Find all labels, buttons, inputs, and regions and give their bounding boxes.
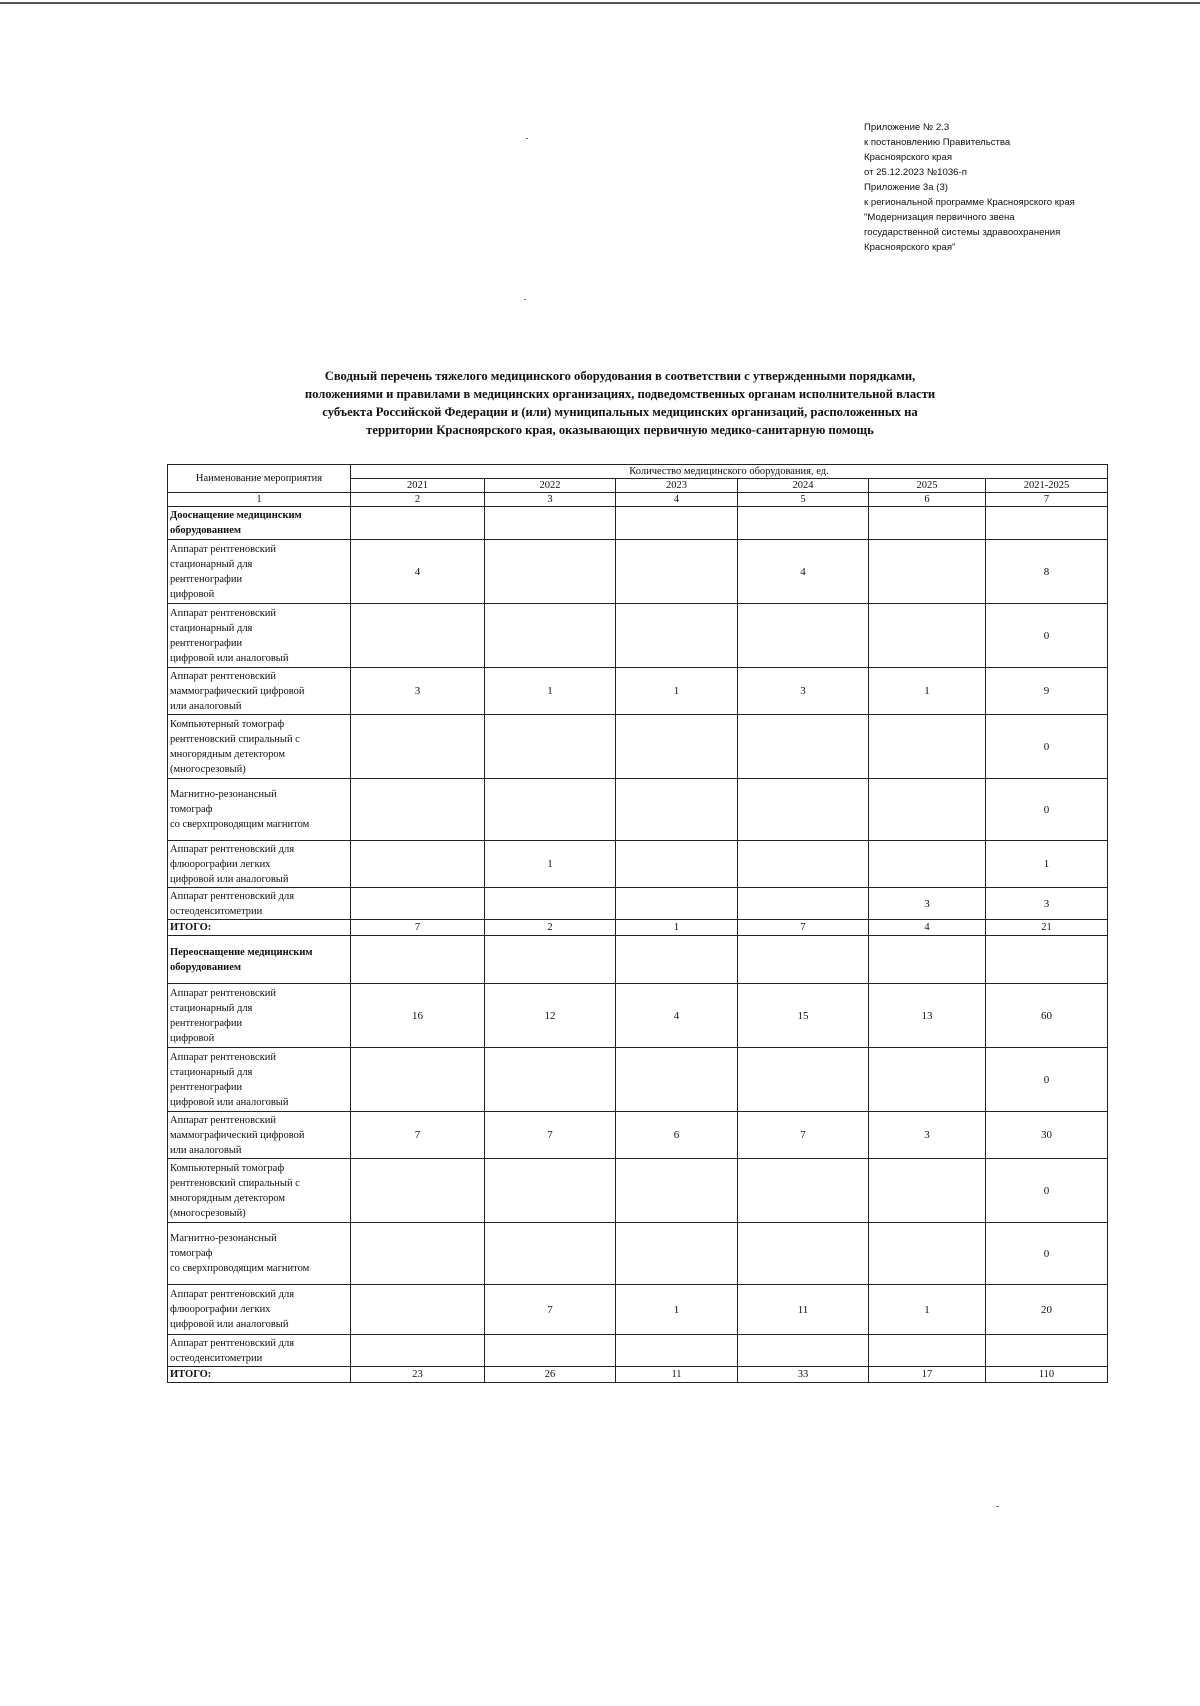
cell-2023 [616, 715, 738, 779]
scan-speck [524, 299, 526, 300]
header-year: 2022 [485, 479, 616, 493]
row-name: Аппарат рентгеновский для флюорографии легких цифровой или аналоговый [168, 841, 351, 888]
cell-2023 [616, 540, 738, 604]
cell-total: 0 [986, 779, 1108, 841]
table-row [168, 888, 1108, 920]
column-number: 7 [986, 493, 1108, 507]
appendix-line: государственной системы здравоохранения [864, 227, 1061, 238]
cell-total: 3 [986, 888, 1108, 920]
table-row [168, 715, 1108, 779]
cell-total: 60 [986, 984, 1108, 1048]
cell-2025: 1 [869, 1285, 986, 1335]
cell-2025: 3 [869, 888, 986, 920]
table-row [168, 1159, 1108, 1223]
cell-2024 [738, 1048, 869, 1112]
table-row [168, 1223, 1108, 1285]
header-group: Количество медицинского оборудования, ед. [351, 465, 1108, 479]
cell-total: 8 [986, 540, 1108, 604]
cell-2021 [351, 779, 485, 841]
cell-2021 [351, 715, 485, 779]
total-2025: 4 [869, 920, 986, 936]
row-name: Магнитно-резонансный томограф со сверхпроводящим магнитом [168, 1223, 351, 1285]
cell-total: 20 [986, 1285, 1108, 1335]
cell-2023: 1 [616, 668, 738, 715]
cell-2022: 1 [485, 668, 616, 715]
row-name: Аппарат рентгеновский для флюорографии легких цифровой или аналоговый [168, 1285, 351, 1335]
cell-2025: 13 [869, 984, 986, 1048]
cell-2021 [351, 888, 485, 920]
cell-2023 [616, 779, 738, 841]
cell-2021: 3 [351, 668, 485, 715]
cell-2022: 1 [485, 841, 616, 888]
row-name: Аппарат рентгеновский стационарный для рентгенографии цифровой или аналоговый [168, 1048, 351, 1112]
cell-2024 [738, 1159, 869, 1223]
appendix-note [864, 120, 1184, 255]
cell-2022 [485, 604, 616, 668]
cell-2025 [869, 1048, 986, 1112]
cell-2023: 4 [616, 984, 738, 1048]
scan-speck [526, 138, 528, 139]
appendix-line: Красноярского края" [864, 242, 956, 253]
table-row [168, 779, 1108, 841]
cell-2024 [738, 604, 869, 668]
cell-2022 [485, 1335, 616, 1367]
appendix-line: Красноярского края [864, 152, 953, 163]
cell-2021 [351, 604, 485, 668]
cell-2025 [869, 604, 986, 668]
header-year: 2021 [351, 479, 485, 493]
row-name: Аппарат рентгеновский маммографический цифровой или аналоговый [168, 668, 351, 715]
total-label: ИТОГО: [168, 920, 351, 936]
appendix-line: от 25.12.2023 №1036-п [864, 167, 967, 178]
column-number: 1 [168, 493, 351, 507]
column-number: 6 [869, 493, 986, 507]
cell-2025 [869, 1159, 986, 1223]
cell-2023 [616, 1223, 738, 1285]
total-2024: 33 [738, 1367, 869, 1383]
table-row [168, 841, 1108, 888]
cell-2021: 16 [351, 984, 485, 1048]
table-row [168, 1112, 1108, 1159]
total-2023: 1 [616, 920, 738, 936]
table-row [168, 604, 1108, 668]
row-name: Компьютерный томограф рентгеновский спиральный с многорядным детектором (многосрезовый) [168, 1159, 351, 1223]
table-row [168, 984, 1108, 1048]
total-2022: 2 [485, 920, 616, 936]
cell-2022: 7 [485, 1285, 616, 1335]
cell-2025 [869, 841, 986, 888]
total-label: ИТОГО: [168, 1367, 351, 1383]
cell-2022 [485, 540, 616, 604]
cell-total: 0 [986, 1159, 1108, 1223]
cell-2025 [869, 1223, 986, 1285]
title-line: положениями и правилами в медицинских организациях, подведомственных органам исполнительной власти [304, 387, 936, 401]
row-name: Аппарат рентгеновский стационарный для рентгенографии цифровой [168, 540, 351, 604]
cell-2021 [351, 1335, 485, 1367]
row-name: Аппарат рентгеновский для остеоденситометрии [168, 888, 351, 920]
cell-2023 [616, 1159, 738, 1223]
row-name: Магнитно-резонансный томограф со сверхпроводящим магнитом [168, 779, 351, 841]
cell-2022 [485, 1223, 616, 1285]
row-name: Аппарат рентгеновский маммографический цифровой или аналоговый [168, 1112, 351, 1159]
header-name: Наименование мероприятия [168, 465, 351, 493]
cell-2025 [869, 779, 986, 841]
cell-2023 [616, 888, 738, 920]
cell-2021: 7 [351, 1112, 485, 1159]
appendix-line: к постановлению Правительства [864, 137, 1011, 148]
row-name: Компьютерный томограф рентгеновский спиральный с многорядным детектором (многосрезовый) [168, 715, 351, 779]
title-line: Сводный перечень тяжелого медицинского оборудования в соответствии с утвержденными порядками, [324, 369, 916, 383]
table-row [168, 1048, 1108, 1112]
cell-2024 [738, 1223, 869, 1285]
total-row [168, 1367, 1108, 1383]
cell-total: 0 [986, 1048, 1108, 1112]
column-number: 4 [616, 493, 738, 507]
cell-2024: 11 [738, 1285, 869, 1335]
column-number: 3 [485, 493, 616, 507]
appendix-line: "Модернизация первичного звена [864, 212, 1015, 223]
cell-2023 [616, 841, 738, 888]
appendix-line: Приложение 3а (3) [864, 182, 948, 193]
cell-2024: 3 [738, 668, 869, 715]
cell-total: 30 [986, 1112, 1108, 1159]
cell-total: 1 [986, 841, 1108, 888]
total-2022: 26 [485, 1367, 616, 1383]
cell-2025 [869, 715, 986, 779]
total-2021: 7 [351, 920, 485, 936]
total-2021: 23 [351, 1367, 485, 1383]
column-number: 2 [351, 493, 485, 507]
header-year: 2025 [869, 479, 986, 493]
cell-2022 [485, 888, 616, 920]
cell-2023: 1 [616, 1285, 738, 1335]
cell-total [986, 1335, 1108, 1367]
total-row [168, 920, 1108, 936]
title-line: субъекта Российской Федерации и (или) муниципальных медицинских организаций, расположенных на [322, 405, 918, 419]
document-title [240, 367, 1000, 439]
appendix-line: к региональной программе Красноярского края [864, 197, 1075, 208]
cell-total: 9 [986, 668, 1108, 715]
row-name: Аппарат рентгеновский стационарный для рентгенографии цифровой [168, 984, 351, 1048]
cell-2022: 12 [485, 984, 616, 1048]
cell-2025 [869, 1335, 986, 1367]
cell-total: 0 [986, 604, 1108, 668]
cell-2024 [738, 779, 869, 841]
cell-2024 [738, 841, 869, 888]
cell-2022 [485, 1159, 616, 1223]
cell-2024: 15 [738, 984, 869, 1048]
cell-total: 0 [986, 1223, 1108, 1285]
title-line: территории Красноярского края, оказывающих первичную медико-санитарную помощь [366, 423, 874, 437]
total-2024: 7 [738, 920, 869, 936]
cell-2022 [485, 1048, 616, 1112]
cell-2024: 4 [738, 540, 869, 604]
total-all: 21 [986, 920, 1108, 936]
table-row [168, 540, 1108, 604]
cell-2023 [616, 604, 738, 668]
cell-2025: 1 [869, 668, 986, 715]
cell-2025 [869, 540, 986, 604]
cell-2023 [616, 1048, 738, 1112]
cell-2022 [485, 715, 616, 779]
cell-2023 [616, 1335, 738, 1367]
cell-2022 [485, 779, 616, 841]
cell-2024: 7 [738, 1112, 869, 1159]
cell-2021 [351, 1159, 485, 1223]
cell-2023: 6 [616, 1112, 738, 1159]
cell-2021 [351, 1048, 485, 1112]
cell-2024 [738, 715, 869, 779]
cell-2022: 7 [485, 1112, 616, 1159]
cell-total: 0 [986, 715, 1108, 779]
cell-2021 [351, 1285, 485, 1335]
section-title: Дооснащение медицинским оборудованием [168, 507, 351, 540]
header-year: 2021-2025 [986, 479, 1108, 493]
scan-speck [996, 1506, 999, 1507]
section-title: Переоснащение медицинским оборудованием [168, 936, 351, 984]
row-name: Аппарат рентгеновский для остеоденситометрии [168, 1335, 351, 1367]
header-year: 2024 [738, 479, 869, 493]
total-2025: 17 [869, 1367, 986, 1383]
cell-2021: 4 [351, 540, 485, 604]
cell-2024 [738, 1335, 869, 1367]
cell-2024 [738, 888, 869, 920]
scan-top-border [0, 2, 1200, 4]
cell-2021 [351, 1223, 485, 1285]
cell-2021 [351, 841, 485, 888]
table-row [168, 1335, 1108, 1367]
appendix-line: Приложение № 2.3 [864, 122, 950, 133]
total-2023: 11 [616, 1367, 738, 1383]
table-row [168, 668, 1108, 715]
header-year: 2023 [616, 479, 738, 493]
equipment-table [167, 464, 1108, 1383]
total-all: 110 [986, 1367, 1108, 1383]
table-row [168, 1285, 1108, 1335]
row-name: Аппарат рентгеновский стационарный для рентгенографии цифровой или аналоговый [168, 604, 351, 668]
cell-2025: 3 [869, 1112, 986, 1159]
column-number: 5 [738, 493, 869, 507]
